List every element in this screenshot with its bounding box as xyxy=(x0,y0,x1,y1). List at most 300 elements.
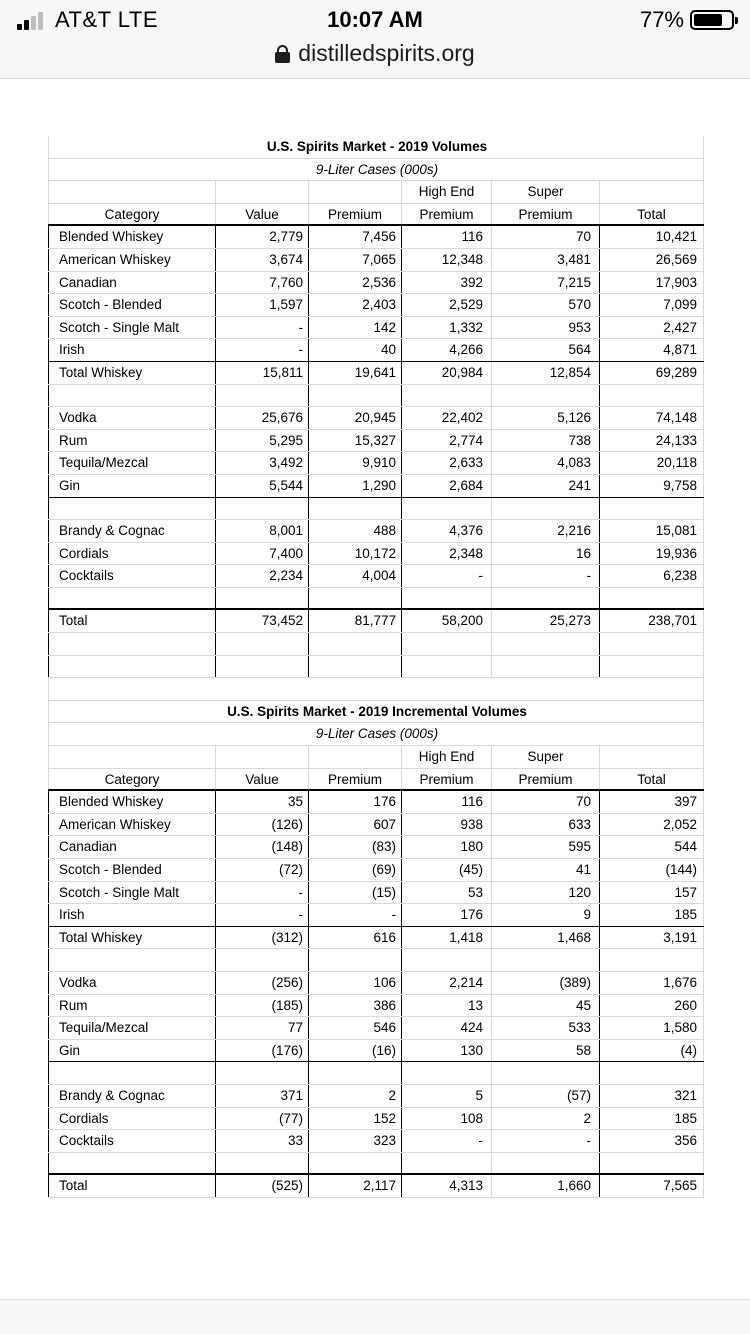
value-cell: 116 xyxy=(402,226,492,248)
table-row xyxy=(48,452,704,475)
value-cell: 1,290 xyxy=(309,475,402,497)
value-cell: 176 xyxy=(402,904,492,926)
value-cell xyxy=(216,588,309,609)
value-cell: 45 xyxy=(492,995,600,1017)
value-cell: 74,148 xyxy=(600,407,704,429)
category-cell xyxy=(48,633,216,655)
table-subtitle: 9-Liter Cases (000s) xyxy=(315,726,439,742)
value-cell: 570 xyxy=(492,294,600,316)
value-cell: (126) xyxy=(216,814,309,836)
spacer-row xyxy=(48,633,704,656)
value-cell: 4,004 xyxy=(309,565,402,587)
category-cell: Cordials xyxy=(48,1108,216,1130)
value-cell: 1,660 xyxy=(492,1175,600,1197)
battery-level xyxy=(694,14,722,26)
table-row xyxy=(48,430,704,453)
value-cell: (16) xyxy=(309,1040,402,1062)
category-cell: Gin xyxy=(48,1040,216,1062)
value-cell: 53 xyxy=(402,882,492,904)
value-cell: (15) xyxy=(309,882,402,904)
category-cell: Blended Whiskey xyxy=(48,791,216,813)
status-bar xyxy=(0,0,750,79)
value-cell xyxy=(309,949,402,971)
value-cell: 397 xyxy=(600,791,704,813)
value-cell: 10,172 xyxy=(309,543,402,565)
value-header xyxy=(216,746,309,768)
value-cell xyxy=(492,588,600,609)
category-cell: American Whiskey xyxy=(48,249,216,271)
clock: 10:07 AM xyxy=(327,7,423,32)
value-cell: 544 xyxy=(600,836,704,858)
value-cell: 7,400 xyxy=(216,543,309,565)
value-cell: 2,779 xyxy=(216,226,309,248)
table-title-row xyxy=(48,136,704,159)
value-cell xyxy=(600,498,704,520)
value-cell: 69,289 xyxy=(600,362,704,384)
value-cell: 1,332 xyxy=(402,317,492,339)
value-cell xyxy=(402,656,492,678)
value-cell: 488 xyxy=(309,520,402,542)
table-header-row xyxy=(48,204,704,227)
value-cell: 180 xyxy=(402,836,492,858)
value-cell xyxy=(216,385,309,407)
value-cell xyxy=(402,588,492,609)
lock-icon xyxy=(275,45,290,62)
value-cell: 5 xyxy=(402,1085,492,1107)
value-cell: 19,641 xyxy=(309,362,402,384)
category-cell: Cocktails xyxy=(48,565,216,587)
table-row xyxy=(48,904,704,927)
category-cell: Scotch - Blended xyxy=(48,294,216,316)
table-row xyxy=(48,272,704,295)
table-row xyxy=(48,1130,704,1153)
value-cell: 241 xyxy=(492,475,600,497)
value-cell: 7,099 xyxy=(600,294,704,316)
value-cell: 738 xyxy=(492,430,600,452)
value-cell: 15,327 xyxy=(309,430,402,452)
value-cell: - xyxy=(402,1130,492,1152)
value-cell: 2,633 xyxy=(402,452,492,474)
table-row xyxy=(48,520,704,543)
category-header: Category xyxy=(48,204,216,225)
value-cell xyxy=(492,1062,600,1084)
value-cell: 70 xyxy=(492,791,600,813)
super-premium-header: Super xyxy=(492,746,600,768)
category-cell: Irish xyxy=(48,339,216,361)
value-cell: 120 xyxy=(492,882,600,904)
value-cell: 13 xyxy=(402,995,492,1017)
value-cell: 40 xyxy=(309,339,402,361)
value-cell: (185) xyxy=(216,995,309,1017)
super-premium-header: Premium xyxy=(492,769,600,790)
table-header-top-row xyxy=(48,746,704,769)
value-cell xyxy=(600,949,704,971)
value-cell: 58 xyxy=(492,1040,600,1062)
value-cell: 4,083 xyxy=(492,452,600,474)
table-row xyxy=(48,543,704,566)
value-cell xyxy=(216,1153,309,1174)
value-cell: 7,456 xyxy=(309,226,402,248)
value-cell: 4,313 xyxy=(402,1175,492,1197)
value-cell: 25,273 xyxy=(492,610,600,632)
value-cell: 176 xyxy=(309,791,402,813)
value-cell: 2,684 xyxy=(402,475,492,497)
high-end-premium-header: Premium xyxy=(402,769,492,790)
address-bar[interactable] xyxy=(0,40,750,67)
value-cell: 22,402 xyxy=(402,407,492,429)
value-cell xyxy=(402,1153,492,1174)
premium-header: Premium xyxy=(309,204,402,225)
value-cell xyxy=(216,498,309,520)
value-cell: 2,774 xyxy=(402,430,492,452)
value-cell: (72) xyxy=(216,859,309,881)
value-cell: - xyxy=(402,565,492,587)
value-cell xyxy=(492,385,600,407)
value-cell: 424 xyxy=(402,1017,492,1039)
category-cell xyxy=(48,1062,216,1084)
table-row xyxy=(48,972,704,995)
value-cell xyxy=(216,949,309,971)
high-end-premium-header: High End xyxy=(402,746,492,768)
spacer-row xyxy=(48,1153,704,1176)
spacer-row xyxy=(48,1062,704,1085)
category-cell xyxy=(48,385,216,407)
value-cell: 8,001 xyxy=(216,520,309,542)
value-cell: 386 xyxy=(309,995,402,1017)
category-cell: Brandy & Cognac xyxy=(48,1085,216,1107)
value-cell: 73,452 xyxy=(216,610,309,632)
value-cell: 616 xyxy=(309,927,402,949)
category-cell: Tequila/Mezcal xyxy=(48,1017,216,1039)
value-cell: (69) xyxy=(309,859,402,881)
value-cell: 16 xyxy=(492,543,600,565)
value-cell: 323 xyxy=(309,1130,402,1152)
value-cell: 185 xyxy=(600,1108,704,1130)
value-cell: 12,348 xyxy=(402,249,492,271)
value-cell xyxy=(600,588,704,609)
value-cell: 24,133 xyxy=(600,430,704,452)
value-cell: (256) xyxy=(216,972,309,994)
value-cell: 9,758 xyxy=(600,475,704,497)
table-row xyxy=(48,407,704,430)
value-cell: 58,200 xyxy=(402,610,492,632)
premium-header: Premium xyxy=(309,769,402,790)
premium-header xyxy=(309,746,402,768)
value-cell: 17,903 xyxy=(600,272,704,294)
table-row xyxy=(48,1017,704,1040)
value-cell: 5,295 xyxy=(216,430,309,452)
spacer-row xyxy=(48,498,704,521)
value-cell xyxy=(600,633,704,655)
value-cell: 185 xyxy=(600,904,704,926)
value-cell: - xyxy=(216,317,309,339)
value-cell: 238,701 xyxy=(600,610,704,632)
category-cell: Rum xyxy=(48,430,216,452)
category-cell: American Whiskey xyxy=(48,814,216,836)
table-row xyxy=(48,226,704,249)
value-cell: (176) xyxy=(216,1040,309,1062)
value-cell: (77) xyxy=(216,1108,309,1130)
table-row xyxy=(48,249,704,272)
value-cell: 321 xyxy=(600,1085,704,1107)
value-header xyxy=(216,181,309,203)
category-cell: Gin xyxy=(48,475,216,497)
category-cell: Total Whiskey xyxy=(48,927,216,949)
value-cell: 130 xyxy=(402,1040,492,1062)
value-cell: 5,544 xyxy=(216,475,309,497)
value-cell xyxy=(309,498,402,520)
table-row xyxy=(48,339,704,362)
value-cell: 2,529 xyxy=(402,294,492,316)
value-cell: 3,481 xyxy=(492,249,600,271)
value-cell: 41 xyxy=(492,859,600,881)
value-cell: 26,569 xyxy=(600,249,704,271)
table-row xyxy=(48,859,704,882)
value-cell: 2,052 xyxy=(600,814,704,836)
category-cell: Canadian xyxy=(48,272,216,294)
value-cell: 2,403 xyxy=(309,294,402,316)
table-row xyxy=(48,836,704,859)
table-row xyxy=(48,1040,704,1063)
value-cell xyxy=(402,1062,492,1084)
value-cell: 12,854 xyxy=(492,362,600,384)
value-cell xyxy=(216,633,309,655)
category-cell: Vodka xyxy=(48,972,216,994)
value-cell: - xyxy=(492,565,600,587)
value-cell: 356 xyxy=(600,1130,704,1152)
browser-toolbar xyxy=(0,1299,750,1334)
value-cell: 106 xyxy=(309,972,402,994)
value-cell: 1,597 xyxy=(216,294,309,316)
value-cell: 9,910 xyxy=(309,452,402,474)
value-cell: 633 xyxy=(492,814,600,836)
table-subtitle-row xyxy=(48,723,704,746)
value-cell: 4,871 xyxy=(600,339,704,361)
table-total-row xyxy=(48,610,704,633)
value-cell: 15,811 xyxy=(216,362,309,384)
value-cell xyxy=(216,1062,309,1084)
table-row xyxy=(48,317,704,340)
value-cell: 564 xyxy=(492,339,600,361)
spacer-row xyxy=(48,588,704,611)
value-cell: 2,536 xyxy=(309,272,402,294)
value-cell: (525) xyxy=(216,1175,309,1197)
category-cell: Brandy & Cognac xyxy=(48,520,216,542)
value-cell: 546 xyxy=(309,1017,402,1039)
value-cell xyxy=(402,498,492,520)
value-cell: - xyxy=(216,904,309,926)
value-cell: (45) xyxy=(402,859,492,881)
category-cell: Scotch - Single Malt xyxy=(48,882,216,904)
table-row xyxy=(48,814,704,837)
value-cell: 7,565 xyxy=(600,1175,704,1197)
value-cell: (83) xyxy=(309,836,402,858)
table-subtitle: 9-Liter Cases (000s) xyxy=(315,161,439,177)
value-cell: 3,492 xyxy=(216,452,309,474)
category-cell xyxy=(48,656,216,678)
value-cell: 2,234 xyxy=(216,565,309,587)
category-cell: Irish xyxy=(48,904,216,926)
value-cell xyxy=(492,1153,600,1174)
value-cell: 1,676 xyxy=(600,972,704,994)
value-cell: 20,118 xyxy=(600,452,704,474)
spacer-row xyxy=(48,385,704,408)
table-row xyxy=(48,475,704,498)
category-cell: Total xyxy=(48,610,216,632)
value-cell: 595 xyxy=(492,836,600,858)
category-header xyxy=(48,746,216,768)
value-cell: (312) xyxy=(216,927,309,949)
value-cell: - xyxy=(216,339,309,361)
value-cell: 5,126 xyxy=(492,407,600,429)
value-cell: 371 xyxy=(216,1085,309,1107)
value-cell xyxy=(600,656,704,678)
category-cell xyxy=(48,1153,216,1174)
value-cell: 2,427 xyxy=(600,317,704,339)
battery-icon xyxy=(690,10,734,30)
total-header xyxy=(600,746,704,768)
value-cell: 7,215 xyxy=(492,272,600,294)
category-cell: Scotch - Blended xyxy=(48,859,216,881)
category-cell: Scotch - Single Malt xyxy=(48,317,216,339)
value-cell: 260 xyxy=(600,995,704,1017)
category-header: Category xyxy=(48,769,216,790)
table-row xyxy=(48,791,704,814)
value-cell: 938 xyxy=(402,814,492,836)
value-cell: 70 xyxy=(492,226,600,248)
table-row xyxy=(48,1085,704,1108)
super-premium-header: Super xyxy=(492,181,600,203)
value-cell xyxy=(309,1153,402,1174)
value-cell: 953 xyxy=(492,317,600,339)
value-cell: (4) xyxy=(600,1040,704,1062)
category-cell: Vodka xyxy=(48,407,216,429)
table-row xyxy=(48,882,704,905)
value-cell xyxy=(600,1062,704,1084)
value-cell: 157 xyxy=(600,882,704,904)
table-title: U.S. Spirits Market - 2019 Incremental Volumes xyxy=(227,703,527,719)
table-title-row xyxy=(48,701,704,724)
value-cell: 77 xyxy=(216,1017,309,1039)
value-cell: 2 xyxy=(309,1085,402,1107)
value-cell: 25,676 xyxy=(216,407,309,429)
premium-header xyxy=(309,181,402,203)
category-cell xyxy=(48,949,216,971)
value-cell: 2,214 xyxy=(402,972,492,994)
value-cell xyxy=(492,949,600,971)
value-cell: 2,117 xyxy=(309,1175,402,1197)
value-cell: 3,674 xyxy=(216,249,309,271)
value-cell xyxy=(309,633,402,655)
category-cell: Total xyxy=(48,1175,216,1197)
value-cell: 15,081 xyxy=(600,520,704,542)
table-subtitle-row xyxy=(48,159,704,182)
url-text: distilledspirits.org xyxy=(298,40,475,66)
value-cell: 33 xyxy=(216,1130,309,1152)
value-cell: 3,191 xyxy=(600,927,704,949)
value-cell: 35 xyxy=(216,791,309,813)
high-end-premium-header: Premium xyxy=(402,204,492,225)
value-cell: 1,580 xyxy=(600,1017,704,1039)
spirits-market-document xyxy=(48,136,704,1198)
value-cell: 7,760 xyxy=(216,272,309,294)
table-row xyxy=(48,995,704,1018)
value-cell: 4,266 xyxy=(402,339,492,361)
value-cell xyxy=(309,656,402,678)
spacer-row xyxy=(48,656,704,679)
table-header-row xyxy=(48,769,704,792)
value-cell: 152 xyxy=(309,1108,402,1130)
table-total-row xyxy=(48,1175,704,1198)
value-cell xyxy=(402,633,492,655)
value-cell xyxy=(492,656,600,678)
table-row xyxy=(48,362,704,385)
value-cell: 533 xyxy=(492,1017,600,1039)
category-cell xyxy=(48,498,216,520)
value-cell: 2 xyxy=(492,1108,600,1130)
value-cell: (144) xyxy=(600,859,704,881)
value-cell: 2,348 xyxy=(402,543,492,565)
value-cell: 2,216 xyxy=(492,520,600,542)
value-cell: 1,468 xyxy=(492,927,600,949)
value-cell: - xyxy=(309,904,402,926)
total-header: Total xyxy=(600,769,704,790)
carrier-label: AT&T LTE xyxy=(55,7,159,32)
high-end-premium-header: High End xyxy=(402,181,492,203)
super-premium-header: Premium xyxy=(492,204,600,225)
value-cell: 20,984 xyxy=(402,362,492,384)
category-header xyxy=(48,181,216,203)
category-cell: Cordials xyxy=(48,543,216,565)
value-cell: 9 xyxy=(492,904,600,926)
table-title: U.S. Spirits Market - 2019 Volumes xyxy=(266,139,488,154)
value-cell xyxy=(402,385,492,407)
table-row xyxy=(48,927,704,950)
spacer-row xyxy=(48,949,704,972)
value-cell: (389) xyxy=(492,972,600,994)
value-header: Value xyxy=(216,769,309,790)
value-cell: 116 xyxy=(402,791,492,813)
value-cell xyxy=(402,949,492,971)
value-cell: 1,418 xyxy=(402,927,492,949)
value-cell xyxy=(216,656,309,678)
total-header: Total xyxy=(600,204,704,225)
value-cell xyxy=(309,588,402,609)
value-cell xyxy=(492,633,600,655)
table-row xyxy=(48,294,704,317)
category-cell: Tequila/Mezcal xyxy=(48,452,216,474)
value-cell: 81,777 xyxy=(309,610,402,632)
value-cell xyxy=(600,1153,704,1174)
value-cell: 19,936 xyxy=(600,543,704,565)
value-cell: 607 xyxy=(309,814,402,836)
value-cell: 20,945 xyxy=(309,407,402,429)
value-cell xyxy=(309,385,402,407)
value-cell: - xyxy=(216,882,309,904)
value-cell xyxy=(309,1062,402,1084)
table-row xyxy=(48,565,704,588)
category-cell: Canadian xyxy=(48,836,216,858)
table-gap xyxy=(48,678,704,701)
table-header-top-row xyxy=(48,181,704,204)
value-cell: 10,421 xyxy=(600,226,704,248)
table-row xyxy=(48,1108,704,1131)
value-cell: (57) xyxy=(492,1085,600,1107)
value-cell: (148) xyxy=(216,836,309,858)
value-cell xyxy=(492,498,600,520)
category-cell: Blended Whiskey xyxy=(48,226,216,248)
category-cell: Total Whiskey xyxy=(48,362,216,384)
